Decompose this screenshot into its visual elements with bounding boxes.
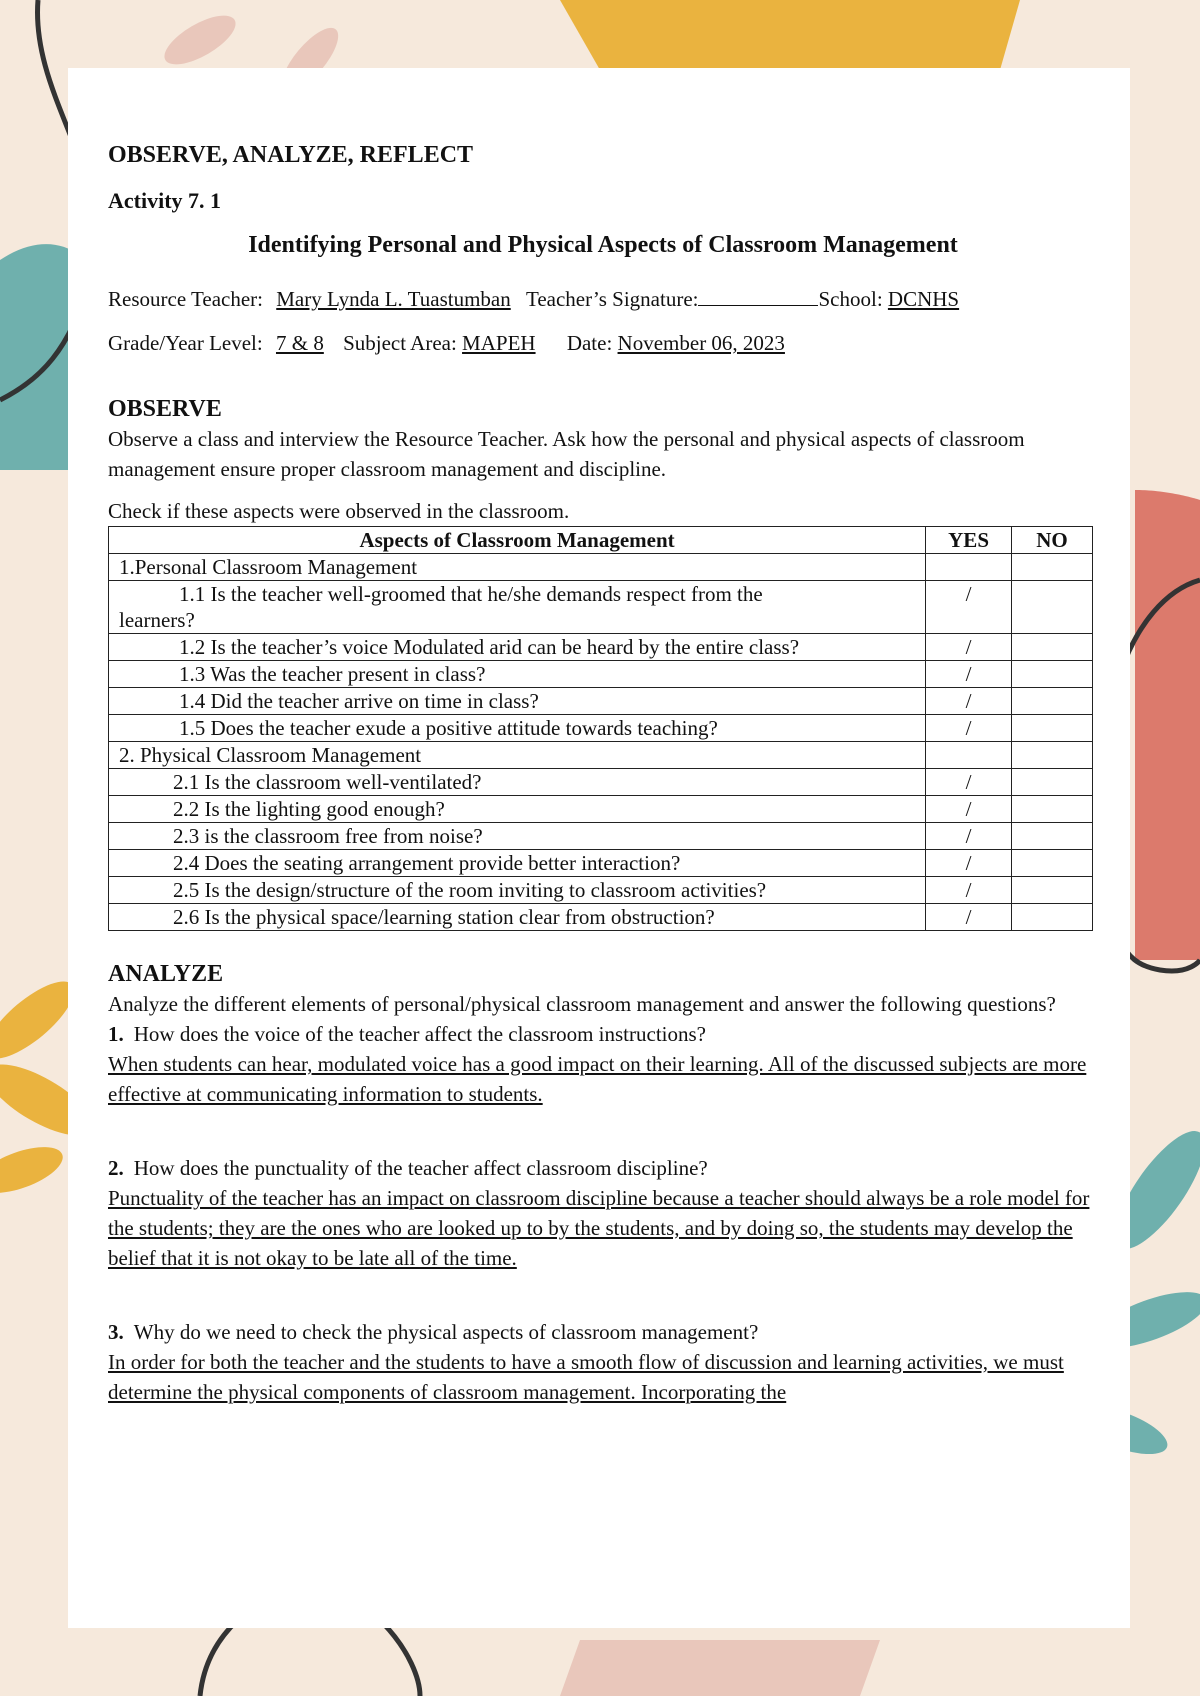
question-block-1 <box>108 1019 1098 1109</box>
aspect-cell <box>109 877 926 904</box>
aspect-text: 1.5 Does the teacher exude a positive attitude towards teaching? <box>179 716 718 740</box>
aspect-cell <box>109 715 926 742</box>
question-1 <box>108 1019 1098 1049</box>
question-number: 2. <box>108 1156 124 1180</box>
no-cell <box>1012 742 1093 769</box>
resource-teacher-value: Mary Lynda L. Tuastumban <box>276 287 511 311</box>
question-text: How does the voice of the teacher affect the classroom instructions? <box>133 1022 706 1046</box>
mustard-shape-top <box>560 0 1020 70</box>
aspect-cell <box>109 796 926 823</box>
activity-title: Identifying Personal and Physical Aspects of Classroom Management <box>248 232 958 258</box>
question-2 <box>108 1153 1098 1183</box>
aspects-table <box>108 526 1093 931</box>
yes-cell: / <box>926 688 1012 715</box>
question-block-3 <box>108 1317 1098 1407</box>
question-number: 3. <box>108 1320 124 1344</box>
info-row-grade <box>108 328 1098 358</box>
yes-cell: / <box>926 904 1012 931</box>
grade-label: Grade/Year Level: <box>108 331 263 355</box>
aspect-cell <box>109 661 926 688</box>
aspect-text: 1.2 Is the teacher’s voice Modulated arid can be heard by the entire class? <box>179 635 800 659</box>
no-cell <box>1012 904 1093 931</box>
aspect-cell: 2. Physical Classroom Management <box>109 742 926 769</box>
date-value: November 06, 2023 <box>617 331 785 355</box>
aspect-cell <box>109 634 926 661</box>
table-row <box>109 904 1093 931</box>
table-row <box>109 877 1093 904</box>
yes-cell <box>926 554 1012 581</box>
check-instruction: Check if these aspects were observed in the classroom. <box>108 499 570 523</box>
aspect-cell: 1.Personal Classroom Management <box>109 554 926 581</box>
coral-shape-right <box>1135 490 1200 960</box>
signature-label: Teacher’s Signature: <box>525 287 699 311</box>
table-row <box>109 850 1093 877</box>
answer-2: Punctuality of the teacher has an impact on classroom discipline because a teacher should always be a role model for the students; they are the ones who are looked up to by the students, and by doing so, the students may develop the belief that it is not okay to be late all of the time. <box>108 1186 1090 1270</box>
no-cell <box>1012 634 1093 661</box>
observe-heading: OBSERVE <box>108 396 222 422</box>
answer-3: In order for both the teacher and the students to have a smooth flow of discussion and learning activities, we must determine the physical components of classroom management. Incorporating the <box>108 1350 1064 1404</box>
yes-cell: / <box>926 850 1012 877</box>
table-row <box>109 581 1093 634</box>
no-cell <box>1012 850 1093 877</box>
analyze-instruction: Analyze the different elements of personal/physical classroom management and answer the following questions? <box>108 992 1056 1016</box>
subject-label: Subject Area: <box>343 331 457 355</box>
table-row <box>109 634 1093 661</box>
no-cell <box>1012 688 1093 715</box>
yes-cell: / <box>926 715 1012 742</box>
info-row-teacher <box>108 284 1098 314</box>
school-label: School: <box>818 287 883 311</box>
aspect-text: 2.1 Is the classroom well-ventilated? <box>173 770 482 794</box>
yes-cell <box>926 742 1012 769</box>
subject-value: MAPEH <box>462 331 536 355</box>
question-3 <box>108 1317 1098 1347</box>
aspect-cell <box>109 769 926 796</box>
column-header-aspects: Aspects of Classroom Management <box>109 527 926 554</box>
no-cell <box>1012 661 1093 688</box>
no-cell <box>1012 796 1093 823</box>
column-header-yes: YES <box>926 527 1012 554</box>
blush-shape-bottom <box>560 1640 880 1696</box>
date-label: Date: <box>566 331 613 355</box>
table-row <box>109 661 1093 688</box>
no-cell <box>1012 823 1093 850</box>
observe-instruction: Observe a class and interview the Resource Teacher. Ask how the personal and physical aspects of classroom management ensure proper classroom management and discipline. <box>108 427 1025 481</box>
aspect-text: 1.3 Was the teacher present in class? <box>179 662 486 686</box>
table-row <box>109 554 1093 581</box>
aspect-text: 2.2 Is the lighting good enough? <box>173 797 445 821</box>
yes-cell: / <box>926 661 1012 688</box>
no-cell <box>1012 581 1093 634</box>
activity-label: Activity 7. 1 <box>108 188 222 213</box>
yes-cell: / <box>926 796 1012 823</box>
aspect-cell <box>109 823 926 850</box>
answer-1: When students can hear, modulated voice has a good impact on their learning. All of the discussed subjects are more effective at communicating information to students. <box>108 1052 1087 1106</box>
table-row <box>109 796 1093 823</box>
analyze-heading: ANALYZE <box>108 961 224 987</box>
table-row <box>109 688 1093 715</box>
yes-cell: / <box>926 877 1012 904</box>
no-cell <box>1012 769 1093 796</box>
question-text: How does the punctuality of the teacher affect classroom discipline? <box>133 1156 708 1180</box>
question-text: Why do we need to check the physical aspects of classroom management? <box>133 1320 759 1344</box>
no-cell <box>1012 715 1093 742</box>
resource-teacher-label: Resource Teacher: <box>108 287 263 311</box>
yes-cell: / <box>926 769 1012 796</box>
aspect-text: 1.1 Is the teacher well-groomed that he/she demands respect from the <box>179 582 763 606</box>
table-header-row <box>109 527 1093 554</box>
school-value: DCNHS <box>887 287 960 311</box>
no-cell <box>1012 554 1093 581</box>
no-cell <box>1012 877 1093 904</box>
yes-cell: / <box>926 634 1012 661</box>
column-header-no: NO <box>1012 527 1093 554</box>
signature-blank <box>698 285 818 306</box>
table-row <box>109 823 1093 850</box>
aspect-text: 2.5 Is the design/structure of the room inviting to classroom activities? <box>173 878 767 902</box>
aspect-text: 1.4 Did the teacher arrive on time in class? <box>179 689 539 713</box>
aspect-text: 2.3 is the classroom free from noise? <box>173 824 483 848</box>
grade-value: 7 & 8 <box>275 331 324 355</box>
aspect-text-continued: learners? <box>119 608 195 632</box>
table-row <box>109 742 1093 769</box>
question-number: 1. <box>108 1022 124 1046</box>
table-row <box>109 715 1093 742</box>
yes-cell: / <box>926 581 1012 634</box>
question-block-2 <box>108 1153 1098 1273</box>
aspect-cell <box>109 581 926 634</box>
page-title: OBSERVE, ANALYZE, REFLECT <box>108 142 474 168</box>
aspect-cell <box>109 904 926 931</box>
yes-cell: / <box>926 823 1012 850</box>
aspect-text: 2.6 Is the physical space/learning station clear from obstruction? <box>173 905 715 929</box>
table-row <box>109 769 1093 796</box>
aspect-cell <box>109 850 926 877</box>
worksheet-content <box>108 140 1098 1407</box>
aspect-cell <box>109 688 926 715</box>
aspect-text: 2.4 Does the seating arrangement provide better interaction? <box>173 851 681 875</box>
